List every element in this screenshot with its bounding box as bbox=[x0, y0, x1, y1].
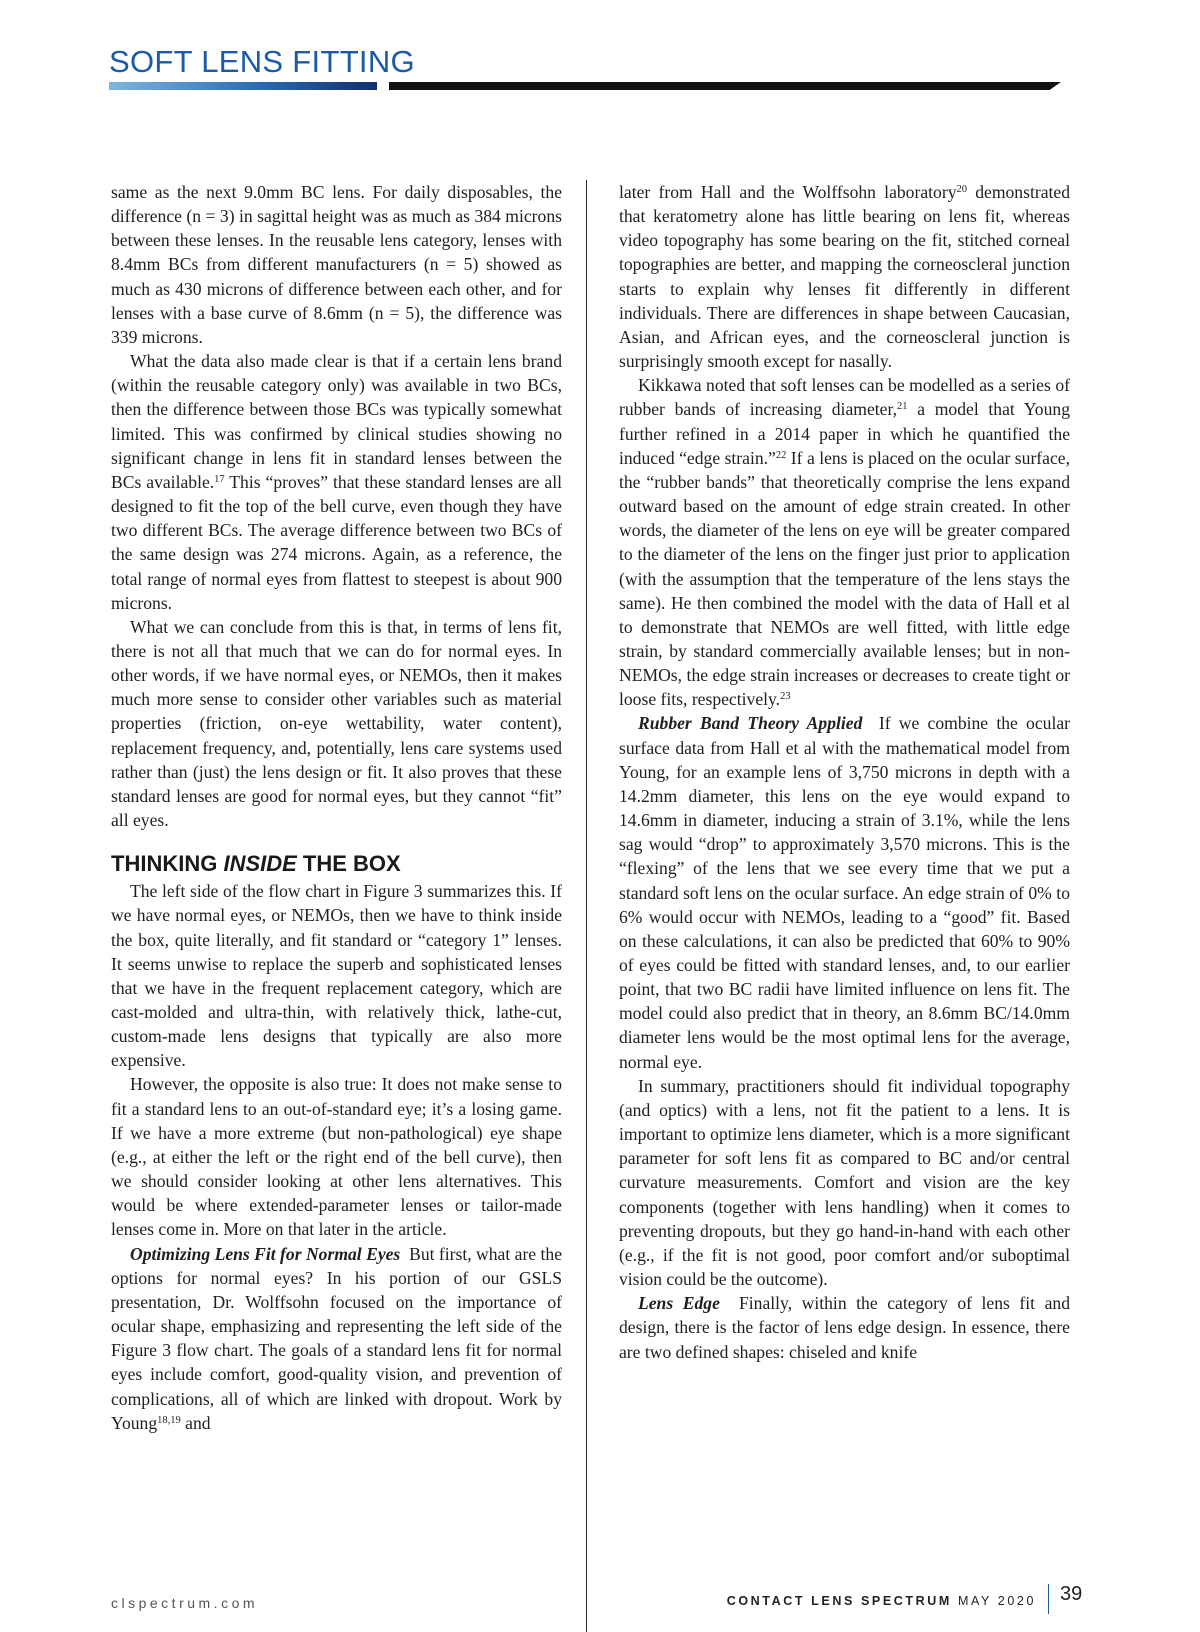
paragraph bbox=[619, 711, 1070, 1073]
paragraph-text: later from Hall and the Wolffsohn laboratory bbox=[619, 182, 957, 202]
reference-superscript: 18,19 bbox=[157, 1414, 181, 1426]
paragraph-text: What the data also made clear is that if a certain lens brand (within the reusable category only) was available in two BCs, then the difference between those BCs was typically somewhat limited. This was confirmed by clinical studies showing no significant change in lens fit in standard lenses between the BCs available. bbox=[111, 351, 562, 492]
heading-text: THINKING bbox=[111, 851, 224, 877]
left-column bbox=[111, 180, 562, 1435]
paragraph bbox=[619, 1291, 1070, 1363]
paragraph-text: In summary, practitioners should fit individual topography (and optics) with a lens, not fit the patient to a lens. It is important to optimize lens diameter, which is a more significant parameter for soft lens fit as compared to BC and/or central curvature measurements. Comfort and vision are the key components (together with lens handling) when it comes to preventing dropouts, but they go hand-in-hand with each other (e.g., if the fit is not good, poor comfort and/or suboptimal vision could be the outcome). bbox=[619, 1075, 1070, 1290]
column-divider bbox=[586, 180, 587, 1632]
publication-name: CONTACT LENS SPECTRUM bbox=[726, 1594, 952, 1608]
paragraph bbox=[619, 180, 1070, 373]
paragraph-text: Finally, within the category of lens fit and design, there is the factor of lens edge design. In essence, there are two defined shapes: chiseled and knife bbox=[619, 1293, 1071, 1362]
paragraph bbox=[111, 349, 562, 615]
reference-superscript: 22 bbox=[775, 449, 787, 461]
paragraph-text: If we combine the ocular surface data from Hall et al with the mathematical model from Young, for an example lens of 3,750 microns in depth with a 14.2mm diameter, this lens on the eye would expand to 14.6mm in diameter, inducing a strain of 3.1%, while the lens sag would “drop” to approximately 3,570 microns. This is the “flexing” of the lens that we see every time that we put a standard soft lens on the ocular surface. An edge strain of 0% to 6% would occur with NEMOs, leading to a “good” fit. Based on these calculations, it can also be predicted that 60% to 90% of eyes could be fitted with standard lenses, and, to our earlier point, that two BC radii have limited influence on lens fit. The model could also predict that in theory, an 8.6mm BC/14.0mm diameter lens would be the most optimal lens for the average, normal eye. bbox=[619, 713, 1071, 1072]
paragraph-text: This “proves” that these standard lenses are all designed to fit the top of the bell curve, even though they have two different BCs. The average difference between two BCs of the same design was 274 microns. Again, as a reference, the total range of normal eyes from flattest to steepest is about 900 microns. bbox=[111, 471, 562, 613]
paragraph bbox=[111, 1242, 562, 1435]
paragraph-text: But first, what are the options for normal eyes? In his portion of our GSLS presentation, Dr. Wolffsohn focused on the importance of ocular shape, emphasizing and representing the left side of the Figure 3 flow chart. The goals of a standard lens fit for normal eyes include comfort, good-quality vision, and prevention of complications, all of which are linked with dropout. Work by Young bbox=[111, 1243, 563, 1433]
paragraph-text: same as the next 9.0mm BC lens. For daily disposables, the difference (n = 3) in sagittal height was as much as 384 microns between these lenses. In the reusable lens category, lenses with 8.4mm BCs from different manufacturers (n = 5) showed as much as 430 microns of difference between each other, and for lenses with a base curve of 8.6mm (n = 5), the difference was 339 microns. bbox=[111, 182, 562, 347]
paragraph-text: Kikkawa noted that soft lenses can be modelled as a series of rubber bands of increasing diameter, bbox=[619, 375, 1070, 420]
footer-website: clspectrum.com bbox=[111, 1595, 259, 1611]
header-rule bbox=[389, 82, 1061, 90]
page-number: 39 bbox=[1060, 1583, 1083, 1605]
paragraph bbox=[111, 615, 562, 832]
section-heading bbox=[111, 851, 562, 877]
reference-superscript: 20 bbox=[956, 184, 967, 195]
section-title: SOFT LENS FITTING bbox=[109, 44, 415, 79]
paragraph bbox=[619, 373, 1070, 711]
reference-superscript: 23 bbox=[780, 691, 791, 703]
runin-subheading: Optimizing Lens Fit for Normal Eyes bbox=[130, 1243, 401, 1264]
paragraph bbox=[111, 180, 562, 349]
reference-superscript: 17 bbox=[214, 473, 225, 485]
paragraph-text: However, the opposite is also true: It does not make sense to fit a standard lens to an out-of-standard eye; it’s a losing game. If we have a more extreme (but non-pathological) eye shape (e.g., at either the left or the right end of the bell curve), then we should consider looking at other lens alternatives. This would be where extended-parameter lenses or tailor-made lenses come in. More on that later in the article. bbox=[111, 1074, 562, 1240]
heading-text: THE BOX bbox=[296, 851, 401, 877]
paragraph-text: The left side of the flow chart in Figure 3 summarizes this. If we have normal eyes, or NEMOs, then we have to think inside the box, quite literally, and fit standard or “category 1” lenses. It seems unwise to replace the superb and sophisticated lenses that we have in the frequent replacement category, which are cast-molded and ultra-thin, with relatively thick, lathe-cut, custom-made lens designs that typically are also more expensive. bbox=[111, 881, 562, 1071]
paragraph-text: What we can conclude from this is that, in terms of lens fit, there is not all that much that we can do for normal eyes. In other words, if we have normal eyes, or NEMOs, then it makes much more sense to consider other variables such as material properties (friction, on-eye wettability, water content), replacement frequency, and, potentially, lens care systems used rather than (just) the lens design or fit. It also proves that these standard lenses are good for normal eyes, but they cannot “fit” all eyes. bbox=[111, 616, 562, 831]
reference-superscript: 21 bbox=[897, 401, 908, 413]
paragraph bbox=[111, 879, 562, 1072]
footer-publication bbox=[727, 1594, 1036, 1608]
paragraph-text: demonstrated that keratometry alone has little bearing on lens fit, whereas video topography has some bearing on the fit, stitched corneal topographies are better, and mapping the corneoscleral junction starts to explain why lenses fit differently in different individuals. There are differences in shape between Caucasian, Asian, and African eyes, and the corneoscleral junction is surprisingly smooth except for nasally. bbox=[619, 182, 1071, 372]
footer-separator bbox=[1048, 1584, 1049, 1614]
runin-subheading: Rubber Band Theory Applied bbox=[638, 713, 863, 734]
right-column bbox=[619, 180, 1070, 1364]
paragraph bbox=[619, 1074, 1070, 1291]
paragraph-text: If a lens is placed on the ocular surface, the “rubber bands” that theoretically comprise the lens expand outward based on the amount of edge strain created. In other words, the diameter of the lens on eye will be greater compared to the diameter of the lens on the finger just prior to application (with the assumption that the temperature of the lens stays the same). He then combined the model with the data of Hall et al to demonstrate that NEMOs are well fitted, with little edge strain, by standard commercially available lenses; but in non-NEMOs, the edge strain increases or decreases to create tight or loose fits, respectively. bbox=[619, 447, 1070, 710]
heading-emphasis: INSIDE bbox=[223, 851, 297, 877]
section-title-underline bbox=[109, 82, 377, 90]
paragraph-text: and bbox=[180, 1412, 211, 1433]
paragraph-text: a model that Young further refined in a 2014 paper in which he quantified the induced “edge strain.” bbox=[619, 399, 1070, 468]
paragraph bbox=[111, 1072, 562, 1241]
issue-date: MAY 2020 bbox=[957, 1594, 1036, 1608]
runin-subheading: Lens Edge bbox=[638, 1293, 720, 1314]
